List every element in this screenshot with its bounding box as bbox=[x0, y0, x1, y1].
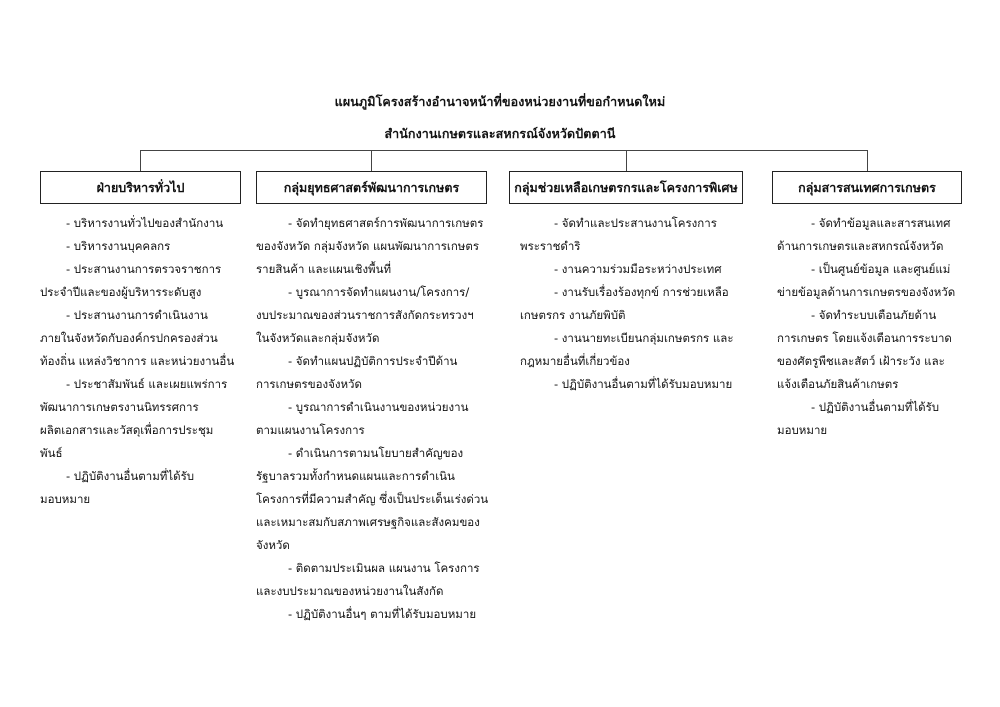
duty-item-continuation: ของจังหวัด กลุ่มจังหวัด แผนพัฒนาการเกษตร bbox=[256, 239, 480, 253]
duty-item-continuation: โครงการที่มีความสำคัญ ซึ่งเป็นประเด็นเร่งด่วน bbox=[256, 492, 489, 506]
duty-item: - บริหารงานทั่วไปของสำนักงาน bbox=[66, 216, 224, 230]
duty-item-continuation: มอบหมาย bbox=[40, 492, 91, 506]
duty-item-continuation: การเกษตร โดยแจ้งเตือนการระบาด bbox=[777, 331, 952, 345]
duty-item-continuation: และเหมาะสมกับสภาพเศรษฐกิจและสังคมของ bbox=[256, 515, 480, 529]
duty-item-continuation: ผลิตเอกสารและวัสดุเพื่อการประชุม bbox=[40, 423, 214, 437]
chart-title: แผนภูมิโครงสร้างอำนาจหน้าที่ของหน่วยงานที่ขอกำหนดใหม่ bbox=[334, 94, 666, 109]
duty-item-continuation: ประจำปีและของผู้บริหารระดับสูง bbox=[40, 285, 202, 299]
duty-item-continuation: งบประมาณของส่วนราชการสังกัดกระทรวงฯ bbox=[256, 308, 474, 322]
duty-item: - จัดทำและประสานงานโครงการ bbox=[554, 216, 717, 230]
duty-item: - ดำเนินการตามนโยบายสำคัญของ bbox=[288, 446, 464, 460]
connector-general-admin bbox=[140, 150, 141, 172]
unit-box-farmer-assistance: กลุ่มช่วยเหลือเกษตรกรและโครงการพิเศษ bbox=[509, 171, 743, 204]
duty-item: - ปฏิบัติงานอื่นตามที่ได้รับ bbox=[811, 400, 940, 414]
duty-item-continuation: ด้านการเกษตรและสหกรณ์จังหวัด bbox=[777, 239, 944, 253]
unit-box-general-admin: ฝ่ายบริหารทั่วไป bbox=[40, 171, 241, 204]
duty-item-continuation: ข่ายข้อมูลด้านการเกษตรของจังหวัด bbox=[777, 285, 956, 299]
duty-item: - บูรณาการจัดทำแผนงาน/โครงการ/ bbox=[288, 285, 470, 299]
organization-name: สำนักงานเกษตรและสหกรณ์จังหวัดปัตตานี bbox=[384, 126, 616, 141]
duty-item: - ปฏิบัติงานอื่นตามที่ได้รับ bbox=[66, 469, 195, 483]
duty-item: - งานความร่วมมือระหว่างประเทศ bbox=[554, 262, 722, 276]
connector-horizontal bbox=[140, 150, 867, 151]
duty-item: - ปฏิบัติงานอื่นตามที่ได้รับมอบหมาย bbox=[554, 377, 733, 391]
duty-item-continuation: ในจังหวัดและกลุ่มจังหวัด bbox=[256, 331, 380, 345]
duty-item-continuation: ท้องถิ่น แหล่งวิชาการ และหน่วยงานอื่น bbox=[40, 354, 235, 368]
duty-item: - ประชาสัมพันธ์ และเผยแพร่การ bbox=[66, 377, 228, 391]
duty-item: - บูรณาการดำเนินงานของหน่วยงาน bbox=[288, 400, 469, 414]
duty-item-continuation: และงบประมาณของหน่วยงานในสังกัด bbox=[256, 584, 444, 598]
unit-box-information: กลุ่มสารสนเทศการเกษตร bbox=[772, 171, 962, 204]
duty-item: - จัดทำแผนปฏิบัติการประจำปีด้าน bbox=[288, 354, 458, 368]
duty-item: - ปฏิบัติงานอื่นๆ ตามที่ได้รับมอบหมาย bbox=[288, 607, 477, 621]
duties-information bbox=[777, 212, 973, 442]
duty-item-continuation: พันธ์ bbox=[40, 446, 63, 460]
connector-farmer-assistance bbox=[626, 150, 627, 172]
duty-item-continuation: การเกษตรของจังหวัด bbox=[256, 377, 362, 391]
duty-item: - ประสานงานการดำเนินงาน bbox=[66, 308, 208, 322]
duty-item-continuation: ภายในจังหวัดกับองค์กรปกครองส่วน bbox=[40, 331, 218, 345]
duty-item: - งานนายทะเบียนกลุ่มเกษตรกร และ bbox=[554, 331, 734, 345]
duty-item-continuation: ของศัตรูพืชและสัตว์ เฝ้าระวัง และ bbox=[777, 354, 945, 368]
duty-item-continuation: เกษตรกร งานภัยพิบัติ bbox=[520, 308, 626, 322]
duty-item: - ติดตามประเมินผล แผนงาน โครงการ bbox=[288, 561, 480, 575]
duties-strategy bbox=[256, 212, 496, 626]
duties-farmer-assistance bbox=[520, 212, 760, 396]
duty-item-continuation: มอบหมาย bbox=[777, 423, 828, 437]
duty-item-continuation: พัฒนาการเกษตรงานนิทรรศการ bbox=[40, 400, 199, 414]
duty-item-continuation: รายสินค้า และแผนเชิงพื้นที่ bbox=[256, 262, 392, 276]
connector-information bbox=[867, 150, 868, 172]
duties-general-admin bbox=[40, 212, 250, 511]
duty-item: - งานรับเรื่องร้องทุกข์ การช่วยเหลือ bbox=[554, 285, 729, 299]
duty-item: - บริหารงานบุคคลกร bbox=[66, 239, 171, 253]
duty-item: - จัดทำยุทธศาสตร์การพัฒนาการเกษตร bbox=[288, 216, 484, 230]
duty-item-continuation: จังหวัด bbox=[256, 538, 290, 552]
duty-item-continuation: ตามแผนงานโครงการ bbox=[256, 423, 365, 437]
duty-item-continuation: พระราชดำริ bbox=[520, 239, 581, 253]
duty-item: - จัดทำระบบเตือนภัยด้าน bbox=[811, 308, 937, 322]
duty-item-continuation: รัฐบาลรวมทั้งกำหนดแผนและการดำเนิน bbox=[256, 469, 455, 483]
unit-box-strategy: กลุ่มยุทธศาสตร์พัฒนาการเกษตร bbox=[256, 171, 487, 204]
duty-item: - ประสานงานการตรวจราชการ bbox=[66, 262, 222, 276]
connector-strategy bbox=[371, 150, 372, 172]
duty-item-continuation: แจ้งเตือนภัยสินค้าเกษตร bbox=[777, 377, 899, 391]
duty-item: - เป็นศูนย์ข้อมูล และศูนย์แม่ bbox=[811, 262, 951, 276]
duty-item: - จัดทำข้อมูลและสารสนเทศ bbox=[811, 216, 951, 230]
duty-item-continuation: กฎหมายอื่นที่เกี่ยวข้อง bbox=[520, 354, 630, 368]
